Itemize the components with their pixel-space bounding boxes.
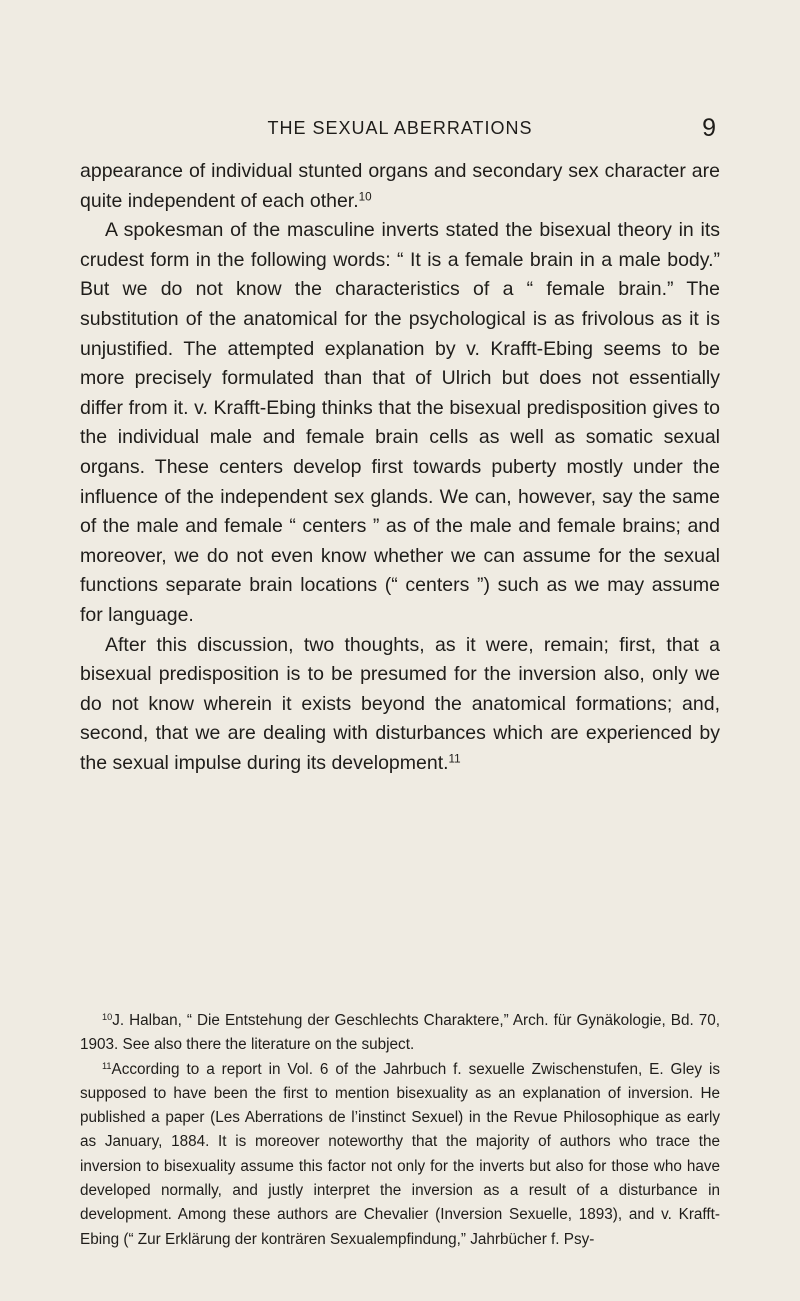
footnote-ref-11: 11 bbox=[448, 752, 461, 766]
footnote-10-number: 10 bbox=[102, 1011, 113, 1022]
footnote-10 bbox=[80, 1009, 720, 1058]
page-header bbox=[80, 116, 720, 146]
paragraph-2: A spokesman of the masculine inverts stated the bisexual theory in its crudest form in the following words: “ It is a female brain in a male body.” But we do not know the characteristics of a “ female brain.” The substitution of the anatomical for the psychological is as frivolous as it is unjustified. The attempted explanation by v. Krafft-Ebing seems to be more precisely formulated than that of Ulrich but does not essentially differ from it. v. Krafft-Ebing thinks that the bisexual predisposition gives to the individual male and female brain cells as well as somatic sexual organs. These centers develop first towards puberty mostly under the influence of the independent sex glands. We can, however, say the same of the male and female “ centers ” as of the male and female brains; and moreover, we do not even know whether we can assume for the sexual functions separate brain locations (“ centers ”) such as we may assume for language. bbox=[80, 219, 720, 626]
footnote-11-text: According to a report in Vol. 6 of the Jahrbuch f. sexuelle Zwischenstufen, E. Gley is supposed to have been the first to mention bisexuality as an explanation of inversion. He published a paper (Les Aberrations de l’instinct Sexuel) in the Revue Philosophique as early as January, 1884. It is moreover noteworthy that the majority of authors who trace the inversion to bisexuality assume this factor not only for the inverts but also for those who have developed normally, and justly interpret the inversion as a result of a disturbance in development. Among these authors are Chevalier (Inversion Sexuelle, 1893), and v. Krafft-Ebing (“ Zur Erklärung der konträren Sexualempfindung,” Jahrbücher f. Psy- bbox=[80, 1060, 720, 1248]
footnote-11-number: 11 bbox=[102, 1060, 112, 1071]
main-text bbox=[80, 157, 720, 778]
running-head: THE SEXUAL ABERRATIONS bbox=[267, 118, 533, 138]
paragraph-3 bbox=[80, 631, 720, 779]
paragraph-1-text: appearance of individual stunted organs and secondary sex character are quite independent of each other. bbox=[80, 160, 720, 212]
page-number: 9 bbox=[702, 114, 716, 142]
paragraph-1 bbox=[80, 157, 720, 216]
footnote-11 bbox=[80, 1058, 720, 1252]
paragraph-3-text: After this discussion, two thoughts, as it were, remain; first, that a bisexual predisposition is to be presumed for the inversion also, only we do not know wherein it exists beyond the anatomical formations; and, second, that we are dealing with disturbances which are experienced by the sexual impulse during its development. bbox=[80, 633, 720, 774]
footnote-10-text: J. Halban, “ Die Entstehung der Geschlechts Charaktere,” Arch. für Gynäkologie, Bd. 70, 1903. See also there the literature on the subject. bbox=[80, 1012, 720, 1054]
footnotes bbox=[80, 1009, 720, 1252]
footnote-ref-10: 10 bbox=[358, 190, 372, 204]
